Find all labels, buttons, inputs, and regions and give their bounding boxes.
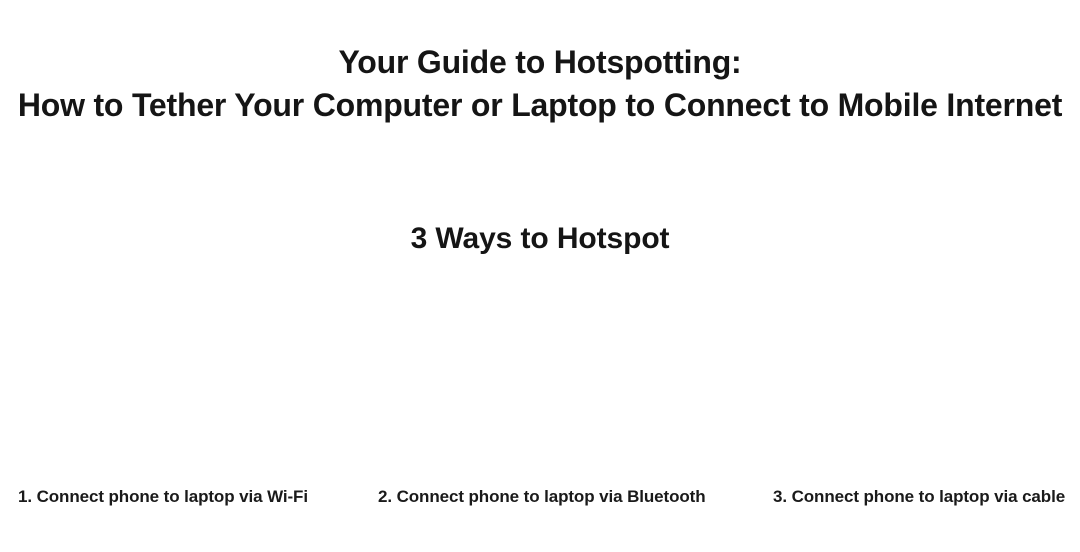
section-heading: 3 Ways to Hotspot: [410, 222, 670, 255]
title-line-secondary: How to Tether Your Computer or Laptop to Connect to Mobile Internet: [17, 87, 1063, 124]
step-item-cable: 3. Connect phone to laptop via cable: [773, 487, 1066, 506]
title-line-primary: Your Guide to Hotspotting:: [338, 44, 742, 80]
step-item-bluetooth: 2. Connect phone to laptop via Bluetooth: [378, 487, 706, 506]
page-title: [0, 44, 1080, 125]
steps-row: [0, 487, 1080, 527]
step-item-wifi: 1. Connect phone to laptop via Wi-Fi: [18, 487, 308, 506]
